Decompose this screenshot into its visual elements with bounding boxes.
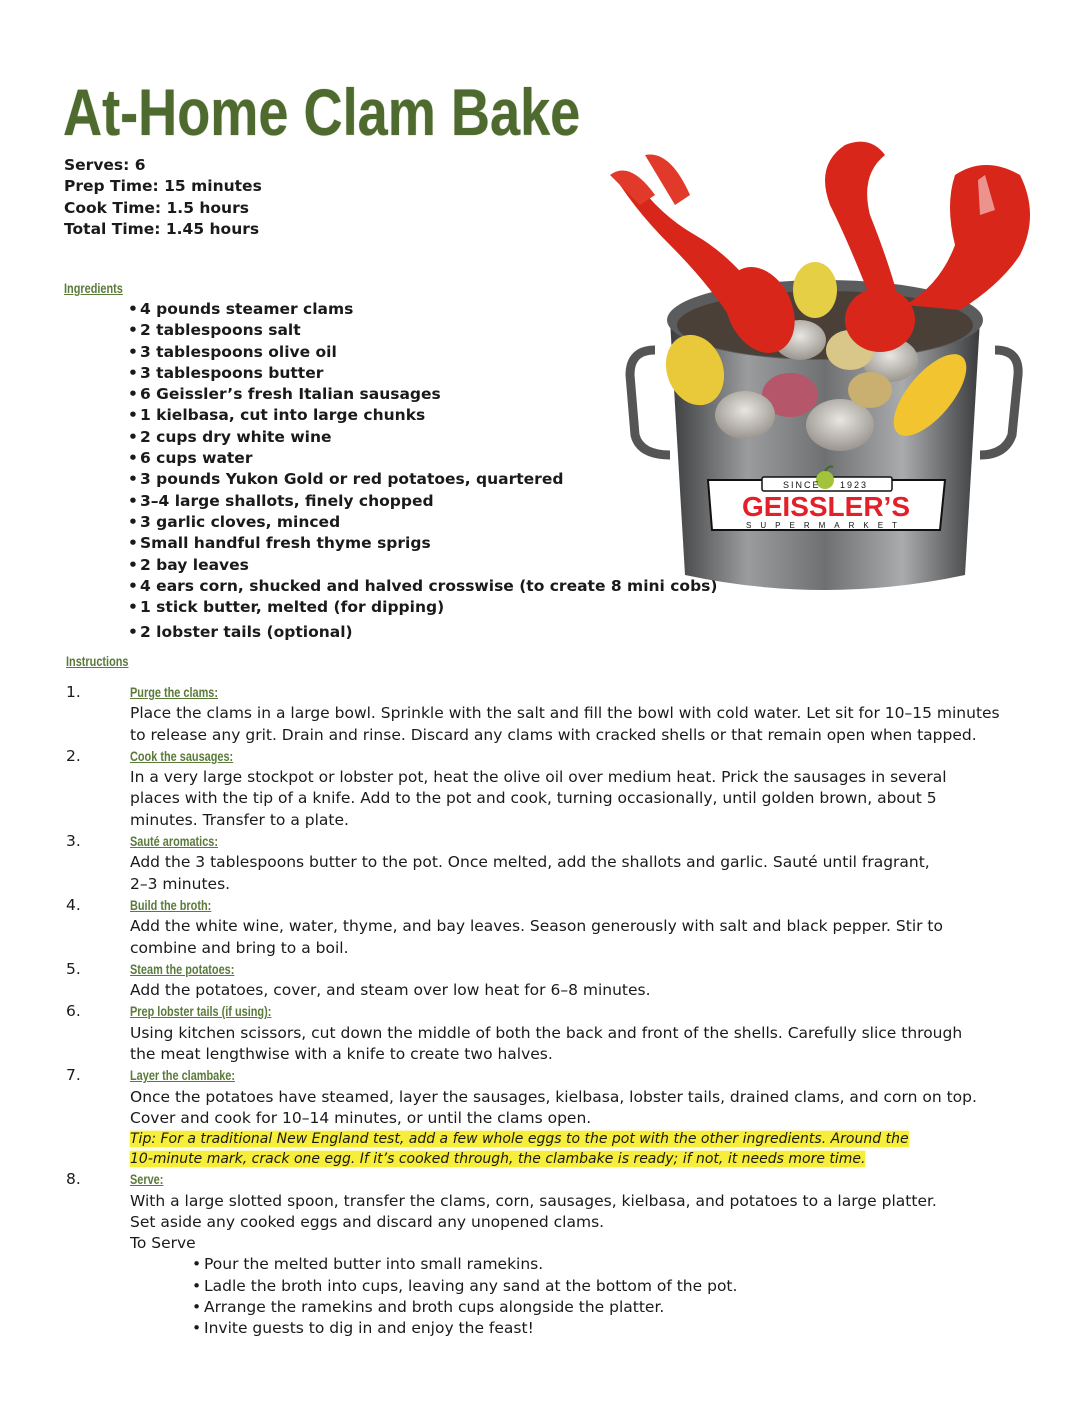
step-line: Add the 3 tablespoons butter to the pot. Once melted, add the shallots and garlic. Sauté until fragrant, [130, 853, 930, 872]
bullet-icon: • [128, 406, 138, 425]
step-line: places with the tip of a knife. Add to the pot and cook, turning occasionally, until golden brown, about 5 [130, 789, 937, 808]
serve-item: • Arrange the ramekins and broth cups alongside the platter. [192, 1297, 1080, 1318]
bullet-icon: • [128, 623, 138, 642]
ingredient-item: • 6 Geissler’s fresh Italian sausages [128, 384, 718, 405]
step-line: Add the white wine, water, thyme, and bay leaves. Season generously with salt and black pepper. Stir to [130, 917, 943, 936]
step-line: In a very large stockpot or lobster pot, heat the olive oil over medium heat. Prick the sausages in several [130, 768, 947, 787]
step-title: Sauté aromatics: [130, 833, 219, 850]
step-title: Cook the sausages: [130, 747, 234, 764]
step-number: 4. [66, 895, 81, 914]
step-line: to release any grit. Drain and rinse. Discard any clams with cracked shells or that remain open when tapped. [130, 725, 977, 744]
logo-since: SINCE [783, 480, 821, 490]
step-line: minutes. Transfer to a plate. [130, 810, 349, 829]
ingredient-item: • 1 stick butter, melted (for dipping) [128, 597, 718, 618]
bullet-icon: • [128, 576, 138, 595]
step-number: 3. [66, 832, 81, 851]
bullet-icon: • [128, 363, 138, 382]
step-line: Cover and cook for 10–14 minutes, or until the clams open. [130, 1108, 592, 1127]
step-line: Once the potatoes have steamed, layer the sausages, kielbasa, lobster tails, drained clams, and corn on top. [130, 1087, 977, 1106]
bullet-icon: • [128, 300, 138, 318]
step-number: 1. [66, 683, 81, 701]
to-serve-label: To Serve [130, 1234, 196, 1253]
serves: Serves: 6 [64, 156, 146, 174]
step-line: 2–3 minutes. [130, 874, 231, 893]
instructions-list [66, 682, 1076, 1340]
step-2 [66, 746, 1076, 831]
step-title: Purge the clams: [130, 684, 219, 700]
step-8 [66, 1169, 1076, 1339]
bullet-icon: • [128, 598, 138, 617]
ingredient-item: • 4 pounds steamer clams [128, 299, 718, 320]
logo-year: 1923 [840, 480, 869, 490]
step-line: With a large slotted spoon, transfer the clams, corn, sausages, kielbasa, and potatoes to a large platter. [130, 1191, 937, 1210]
step-title: Prep lobster tails (if using): [130, 1003, 272, 1020]
step-number: 8. [66, 1170, 81, 1189]
page-title: At-Home Clam Bake [63, 75, 581, 149]
step-line: the meat lengthwise with a knife to create two halves. [130, 1045, 553, 1064]
step-line: Set aside any cooked eggs and discard any unopened clams. [130, 1212, 605, 1231]
bullet-icon: • [192, 1298, 202, 1317]
step-title: Build the broth: [130, 896, 212, 913]
step-7 [66, 1065, 1076, 1169]
serve-item: • Pour the melted butter into small ramekins. [192, 1254, 1080, 1275]
ingredient-item: • 2 tablespoons salt [128, 320, 718, 341]
bullet-icon: • [192, 1276, 202, 1295]
ingredient-item: • 4 ears corn, shucked and halved crosswise (to create 8 mini cobs) [128, 576, 718, 597]
recipe-meta [64, 155, 262, 240]
bullet-icon: • [128, 321, 138, 340]
ingredient-item: • 6 cups water [128, 448, 718, 469]
step-4 [66, 895, 1076, 959]
cook-time: Cook Time: 1.5 hours [64, 198, 249, 217]
bullet-icon: • [128, 470, 138, 489]
serve-item: • Ladle the broth into cups, leaving any sand at the bottom of the pot. [192, 1276, 1080, 1297]
logo-brand: GEISSLER’S [741, 491, 911, 522]
ingredient-item: • 2 lobster tails (optional) [128, 622, 718, 643]
bullet-icon: • [128, 385, 138, 404]
instructions-heading: Instructions [66, 653, 129, 669]
ingredients-heading: Ingredients [64, 280, 123, 296]
step-6 [66, 1001, 1076, 1065]
bullet-icon: • [192, 1255, 202, 1274]
step-line: Place the clams in a large bowl. Sprinkle with the salt and fill the bowl with cold water. Let sit for 10–15 minutes [130, 704, 1000, 723]
step-number: 5. [66, 959, 81, 978]
bullet-icon: • [128, 342, 138, 361]
ingredient-item: • 2 bay leaves [128, 555, 718, 576]
step-title: Steam the potatoes: [130, 960, 235, 977]
ingredient-item: • 3 pounds Yukon Gold or red potatoes, quartered [128, 469, 718, 490]
ingredient-item: • Small handful fresh thyme sprigs [128, 533, 718, 554]
logo-sub: SUPERMARKET [746, 521, 906, 530]
step-number: 2. [66, 746, 81, 765]
bullet-icon: • [128, 427, 138, 446]
ingredient-item: • 3 tablespoons butter [128, 363, 718, 384]
prep-time: Prep Time: 15 minutes [64, 177, 262, 196]
step-line: combine and bring to a boil. [130, 938, 349, 957]
bullet-icon: • [192, 1319, 202, 1338]
step-5 [66, 959, 1076, 1002]
clambake-pot-image [600, 135, 1050, 610]
step-number: 7. [66, 1066, 81, 1085]
ingredient-item: • 3–4 large shallots, finely chopped [128, 491, 718, 512]
bullet-icon: • [128, 449, 138, 468]
bullet-icon: • [128, 512, 138, 531]
ingredient-item: • 3 tablespoons olive oil [128, 342, 718, 363]
total-time: Total Time: 1.45 hours [64, 219, 260, 238]
serve-bullets [130, 1254, 1080, 1339]
tip-highlight: Tip: For a traditional New England test, add a few whole eggs to the pot with the other ingredients. Around the 10-minute mark, crack one egg. If it’s cooked through, the clambake is ready; if not, it needs more time. [130, 1131, 909, 1168]
serve-item: • Invite guests to dig in and enjoy the feast! [192, 1318, 1080, 1339]
step-title: Serve: [130, 1171, 164, 1188]
ingredient-item: • 2 cups dry white wine [128, 427, 718, 448]
bullet-icon: • [128, 555, 138, 574]
step-line: Add the potatoes, cover, and steam over low heat for 6–8 minutes. [130, 981, 651, 1000]
step-1 [66, 682, 1076, 746]
step-title: Layer the clambake: [130, 1067, 236, 1084]
step-line: Using kitchen scissors, cut down the middle of both the back and front of the shells. Carefully slice through [130, 1023, 963, 1042]
bullet-icon: • [128, 534, 138, 553]
step-number: 6. [66, 1002, 81, 1021]
bullet-icon: • [128, 491, 138, 510]
ingredient-item: • 1 kielbasa, cut into large chunks [128, 405, 718, 426]
ingredient-item: • 3 garlic cloves, minced [128, 512, 718, 533]
step-3 [66, 831, 1076, 895]
